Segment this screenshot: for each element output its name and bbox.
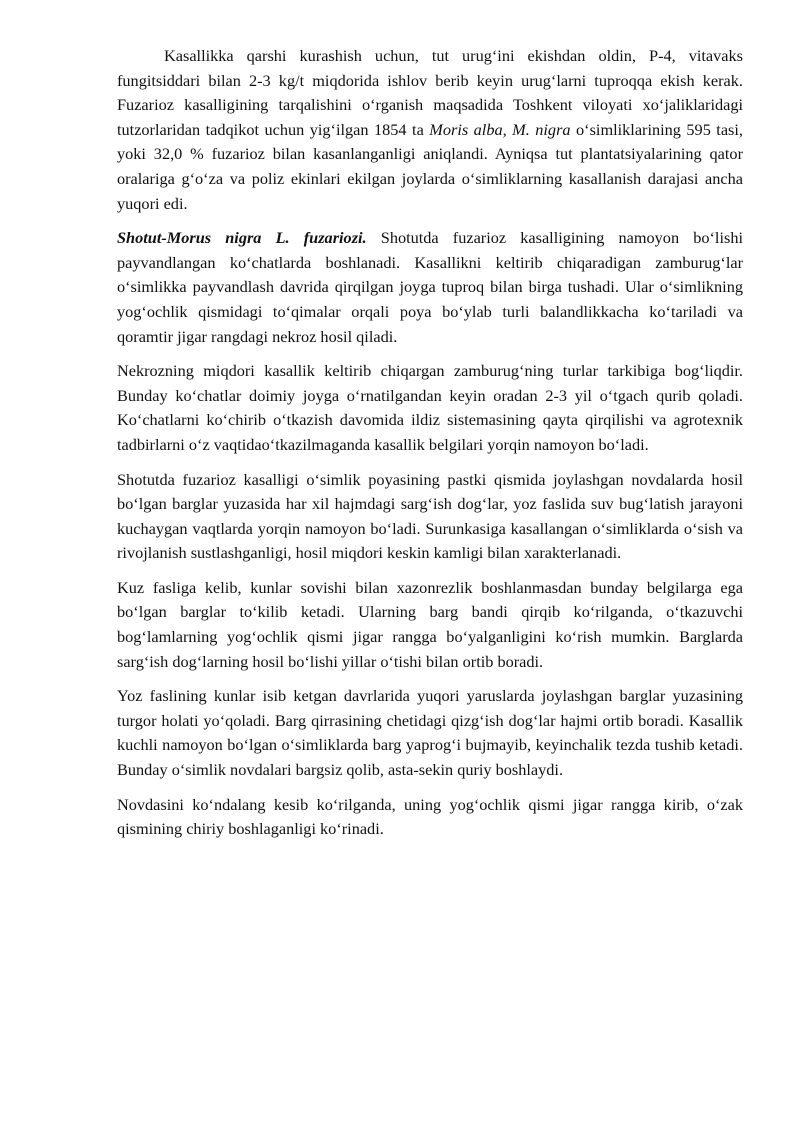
- paragraph-1-text-before: Kasallikka qarshi kurashish uchun, tut urug‘ini ekishdan oldin, P-4, vitavaks fungitsiddari bilan 2-3 kg/t miqdorida ishlov berib keyin urug‘larni tuproqqa ekish kerak. Fuzarioz kasalligining tarqalishini o‘rganish maqsadida Toshkent viloyati xo‘jaliklaridagi tutzorlaridan tadqikot uchun yig‘ilgan 1854 ta: [117, 46, 743, 139]
- paragraph-1: [117, 44, 743, 216]
- paragraph-1-text-after: o‘simliklarining 595 tasi, yoki 32,0 % fuzarioz bilan kasanlanganligi aniqlandi. Ayniqsa tut plantatsiyalarining qator oralariga g‘o‘za va poliz ekinlari ekilgan joylarda o‘simliklarning kasallanish darajasi ancha yuqori edi.: [117, 119, 743, 213]
- document-page: [117, 44, 743, 852]
- paragraph-2-text: Shotutda fuzarioz kasalligining namoyon bo‘lishi payvandlangan ko‘chatlarda boshlanadi. Kasallikni keltirib chiqaradigan zamburug‘lar o‘simlikka payvandlash davrida qirqilgan joyga tuproq bilan birga tushadi. Ular o‘simlikning yog‘ochlik qismidagi to‘qimalar orqali poya bo‘ylab turli balandlikkacha ko‘tariladi va qoramtir jigar rangdagi nekroz hosil qiladi.: [117, 228, 743, 346]
- paragraph-5: Kuz fasliga kelib, kunlar sovishi bilan xazonrezlik boshlanmasdan bunday belgilarga ega bo‘lgan barglar to‘kilib ketadi. Ularning barg bandi qirqib ko‘rilganda, o‘tkazuvchi bog‘lamlarning yog‘ochlik qismi jigar rangga bo‘yalganligini ko‘rish mumkin. Barglarda sarg‘ish dog‘larning hosil bo‘lishi yillar o‘tishi bilan ortib boradi.: [117, 577, 743, 671]
- section-heading-shotut: Shotut-Morus nigra L. fuzariozi.: [117, 228, 367, 248]
- paragraph-6: Yoz faslining kunlar isib ketgan davrlarida yuqori yaruslarda joylashgan barglar yuzasining turgor holati yo‘qoladi. Barg qirrasining chetidagi qizg‘ish dog‘lar hajmi ortib boradi. Kasallik kuchli namoyon bo‘lgan o‘simliklarda barg yaprog‘i bujmayib, keyinchalik tezda tushib ketadi. Bunday o‘simlik novdalari bargsiz qolib, asta-sekin quriy boshlaydi.: [117, 686, 743, 780]
- paragraph-1-italic-species: Moris alba, M. nigra: [429, 119, 571, 139]
- paragraph-7: Novdasini ko‘ndalang kesib ko‘rilganda, uning yog‘ochlik qismi jigar rangga kirib, o‘zak qismining chiriy boshlaganligi ko‘rinadi.: [117, 794, 743, 839]
- paragraph-3: Nekrozning miqdori kasallik keltirib chiqargan zamburug‘ning turlar tarkibiga bog‘liqdir. Bunday ko‘chatlar doimiy joyga o‘rnatilgandan keyin oradan 2-3 yil o‘tgach qurib qoladi. Ko‘chatlarni ko‘chirib o‘tkazish davomida ildiz sistemasining qayta qirqilishi va agrotexnik tadbirlarni o‘z vaqtidao‘tkazilmaganda kasallik belgilari yorqin namoyon bo‘ladi.: [117, 361, 743, 454]
- paragraph-4: Shotutda fuzarioz kasalligi o‘simlik poyasining pastki qismida joylashgan novdalarda hosil bo‘lgan barglar yuzasida har xil hajmdagi sarg‘ish dog‘lar, yoz faslida suv bug‘latish jarayoni kuchaygan vaqtlarda yorqin namoyon bo‘ladi. Surunkasiga kasallangan o‘simliklarda o‘sish va rivojlanish sustlashganligi, hosil miqdori keskin kamligi bilan xarakterlanadi.: [117, 469, 743, 563]
- paragraph-2: [117, 226, 743, 349]
